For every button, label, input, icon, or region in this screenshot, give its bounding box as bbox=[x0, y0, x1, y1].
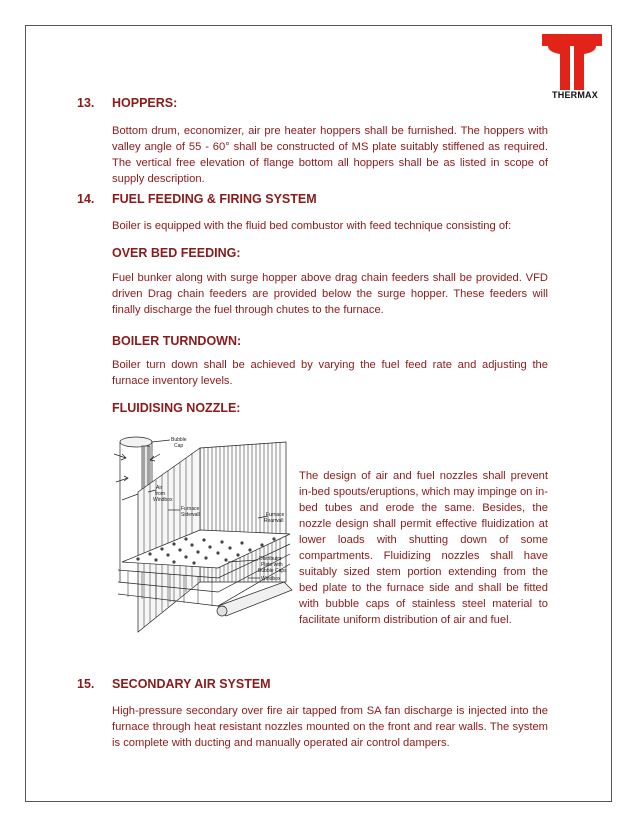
fluidising-nozzle-diagram bbox=[108, 432, 298, 644]
label-distributor-3: Bubble Caps bbox=[258, 568, 287, 574]
fluidising-nozzle-text: The design of air and fuel nozzles shall prevent in-bed spouts/eruptions, which may impinge on in-bed tubes and erode the same. Besides, the nozzle design shall permit effective fluidization at lower loads with shutting down of some compartments. Fluidizing nozzles shall have suitably sized stem portion extending from the bed plate to the furnace side and shall be fitted with bubble caps of stainless steel material to facilitate uniform distribution of air and fuel. bbox=[299, 470, 548, 626]
boiler-turndown-text: Boiler turn down shall be achieved by varying the fuel feed rate and adjusting the furnace inventory levels. bbox=[112, 359, 548, 387]
over-bed-feeding-text: Fuel bunker along with surge hopper above drag chain feeders shall be provided. VFD driven Drag chain feeders are provided below the surge hopper. These feeders will finally discharge the fuel through chutes to the furnace. bbox=[112, 272, 548, 316]
label-air-1: Air bbox=[156, 485, 163, 491]
section-13-number: 13. bbox=[77, 96, 95, 110]
section-14-title: FUEL FEEDING & FIRING SYSTEM bbox=[112, 192, 317, 206]
section-14-number: 14. bbox=[77, 192, 95, 206]
section-15-title: SECONDARY AIR SYSTEM bbox=[112, 677, 271, 691]
section-15-number: 15. bbox=[77, 677, 95, 691]
boiler-turndown-title: BOILER TURNDOWN: bbox=[112, 334, 242, 348]
section-14-intro: Boiler is equipped with the fluid bed combustor with feed technique consisting of: bbox=[112, 220, 512, 232]
section-15-text: High-pressure secondary over fire air tapped from SA fan discharge is injected into the furnace through heat resistant nozzles mounted on the front and rear walls. The system is complete with ducting and manually operated air control dampers. bbox=[112, 705, 548, 749]
fluidising-nozzle-title: FLUIDISING NOZZLE: bbox=[112, 401, 241, 415]
section-13-text: Bottom drum, economizer, air pre heater hoppers shall be furnished. The hoppers with valley angle of 55 - 60° shall be constructed of MS plate suitably stiffened as required. The vertical free elevation of flange bottom all hoppers shall be as listed in scope of supply description. bbox=[112, 125, 548, 185]
label-distributor-1: Distributor bbox=[259, 556, 282, 562]
label-air-3: Windbox bbox=[153, 497, 173, 503]
label-bubble-cap-1: Bubble bbox=[171, 437, 187, 443]
label-bubble-cap-2: Cap bbox=[174, 443, 184, 449]
label-furnace-sidewall-2: Sidewall bbox=[181, 512, 200, 518]
logo-wordmark: THERMAX bbox=[552, 90, 598, 100]
label-windbox: Windbox bbox=[261, 576, 281, 582]
label-furnace-rearwall-1: Furnace bbox=[266, 512, 285, 518]
over-bed-feeding-title: OVER BED FEEDING: bbox=[112, 246, 241, 260]
label-air-2: from bbox=[155, 491, 165, 497]
label-furnace-rearwall-2: Rearwall bbox=[264, 518, 284, 524]
label-furnace-sidewall-1: Furnace bbox=[181, 506, 200, 512]
label-distributor-2: Plate with bbox=[261, 562, 283, 568]
section-13-title: HOPPERS: bbox=[112, 96, 178, 110]
